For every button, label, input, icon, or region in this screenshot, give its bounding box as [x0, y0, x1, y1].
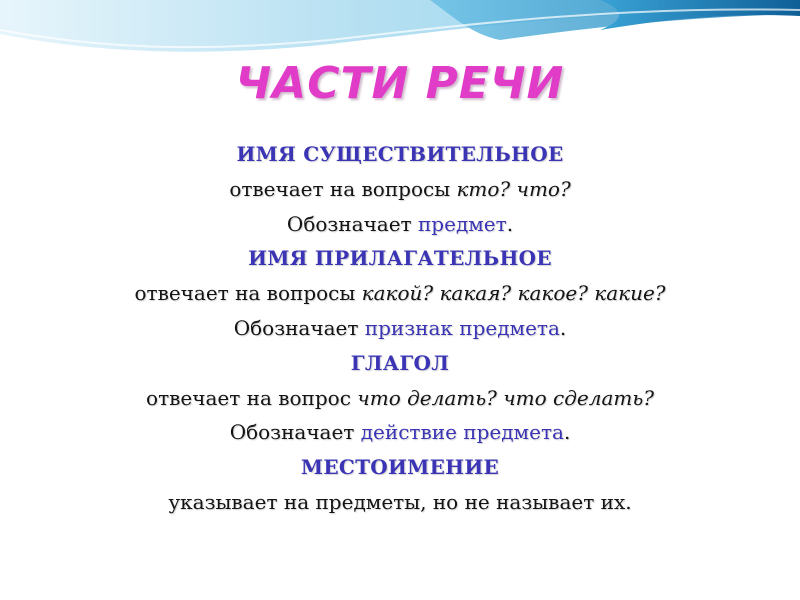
verb-questions: что делать? что сделать?	[357, 385, 654, 410]
noun-meaning-prefix: Обозначает	[286, 211, 418, 236]
adjective-meaning-prefix: Обозначает	[233, 315, 365, 340]
heading-pronoun: МЕСТОИМЕНИЕ	[300, 455, 500, 480]
adjective-meaning-suffix: .	[559, 315, 567, 340]
verb-question-prefix: отвечает на вопрос	[146, 385, 358, 410]
parts-of-speech-list	[0, 137, 800, 520]
noun-meaning-suffix: .	[506, 211, 514, 236]
page-title: ЧАСТИ РЕЧИ	[235, 58, 565, 109]
adjective-question-prefix: отвечает на вопросы	[134, 281, 362, 306]
pronoun-description: указывает на предметы, но не называет их.	[168, 489, 632, 514]
verb-questions-line	[0, 381, 800, 416]
verb-meaning-suffix: .	[563, 420, 571, 445]
heading-adjective: ИМЯ ПРИЛАГАТЕЛЬНОЕ	[248, 246, 552, 271]
adjective-meaning: признак предмета	[364, 315, 560, 340]
verb-meaning: действие предмета	[360, 420, 564, 445]
heading-noun: ИМЯ СУЩЕСТВИТЕЛЬНОЕ	[236, 142, 564, 166]
noun-meaning: предмет	[417, 211, 507, 236]
verb-meaning-prefix: Обозначает	[229, 420, 361, 445]
noun-questions-line	[0, 172, 800, 207]
noun-questions: кто? что?	[456, 176, 571, 201]
adjective-questions-line	[0, 276, 800, 311]
noun-question-prefix: отвечает на вопросы	[229, 176, 457, 201]
adjective-meaning-line	[0, 311, 800, 346]
heading-verb: ГЛАГОЛ	[350, 350, 450, 375]
adjective-questions: какой? какая? какое? какие?	[361, 281, 666, 306]
noun-meaning-line	[0, 207, 800, 242]
verb-meaning-line	[0, 415, 800, 450]
